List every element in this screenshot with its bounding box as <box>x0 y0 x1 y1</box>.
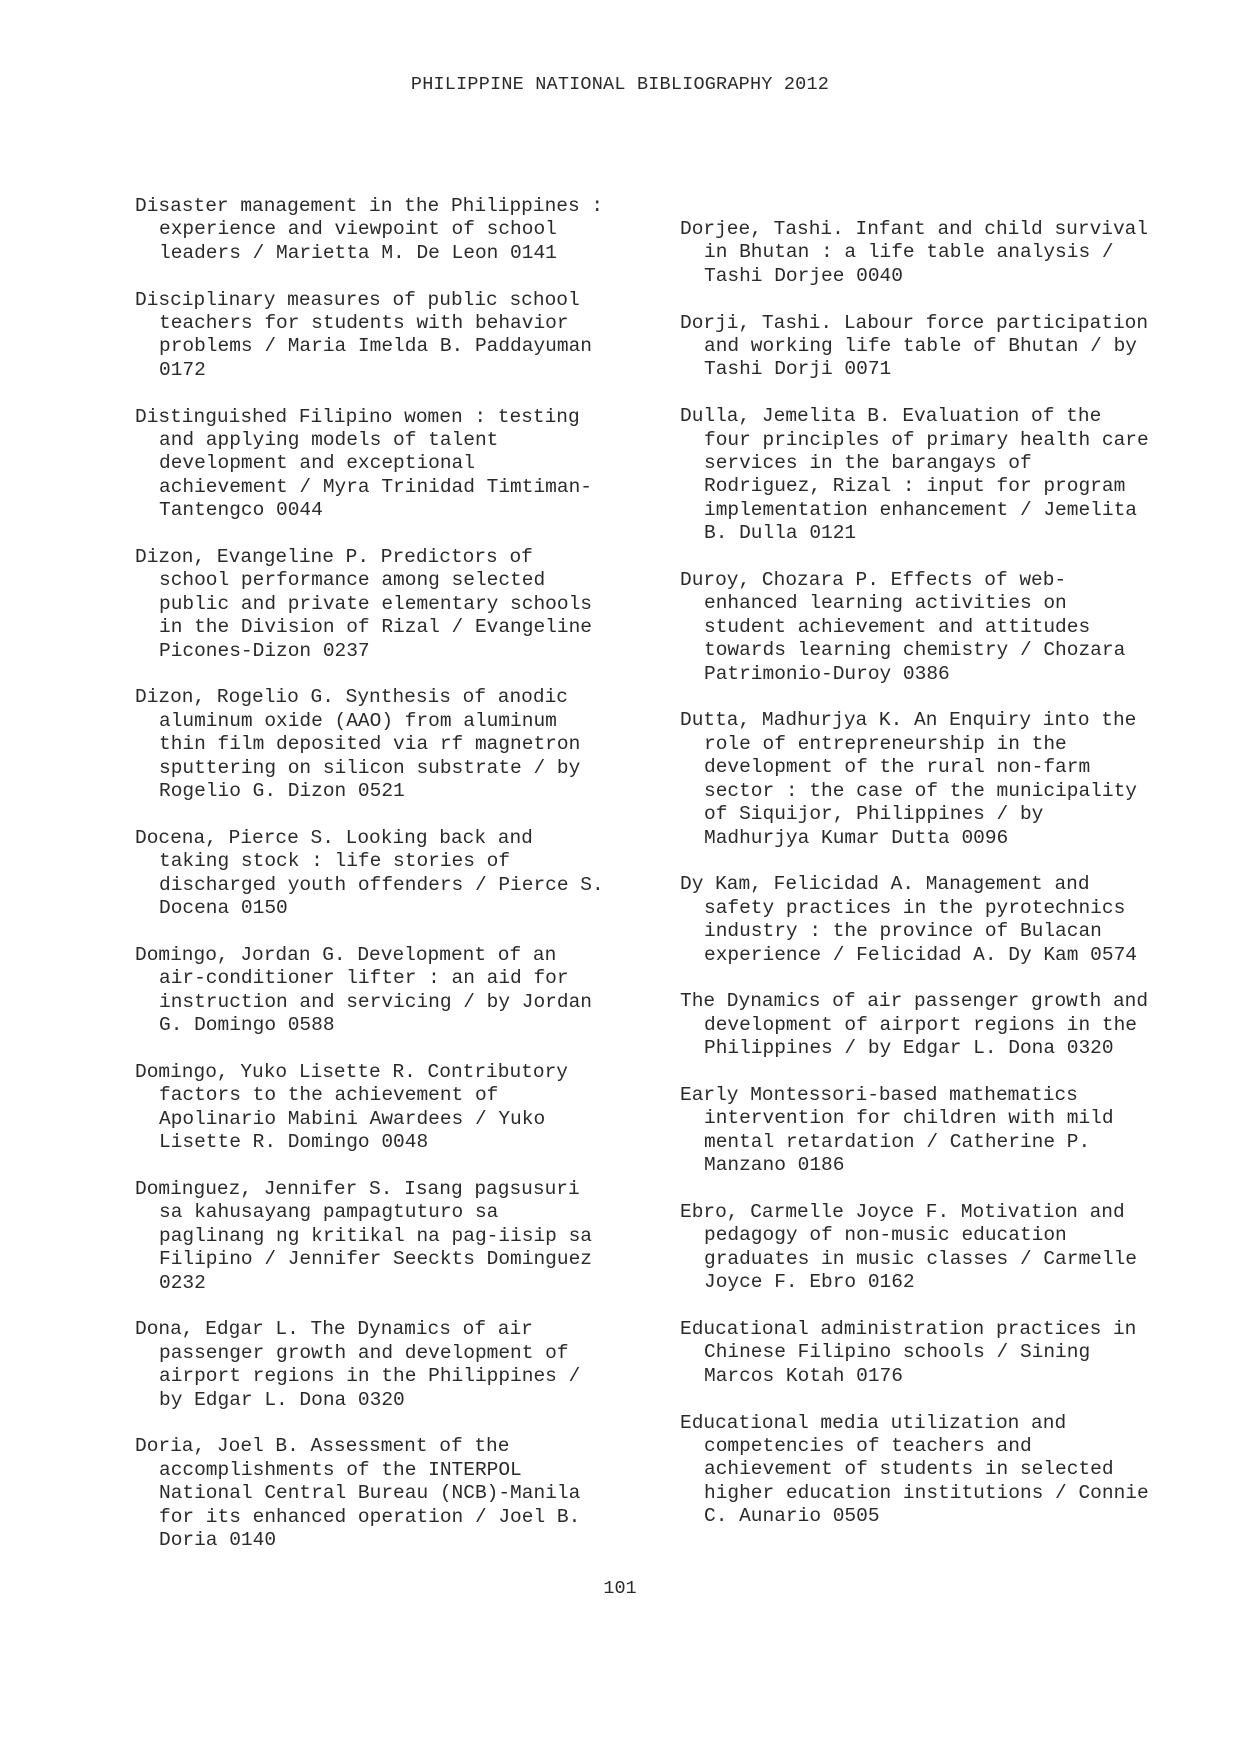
bibliography-entry: Disaster management in the Philippines : experience and viewpoint of school leaders / Marietta M. De Leon 0141 <box>135 195 604 264</box>
bibliography-entry: Doria, Joel B. Assessment of the accomplishments of the INTERPOL National Central Bureau (NCB)-Manila for its enhanced operation / Joel B. Doria 0140 <box>135 1435 581 1551</box>
bibliography-entry: Dorjee, Tashi. Infant and child survival in Bhutan : a life table analysis / Tashi Dorjee 0040 <box>680 218 1149 287</box>
page-header-title: PHILIPPINE NATIONAL BIBLIOGRAPHY 2012 <box>410 74 830 95</box>
bibliography-entry: Educational administration practices in Chinese Filipino schools / Sining Marcos Kotah 0176 <box>680 1317 1137 1387</box>
bibliography-entry: Docena, Pierce S. Looking back and taking stock : life stories of discharged youth offenders / Pierce S. Docena 0150 <box>135 826 604 920</box>
bibliography-entry: Early Montessori-based mathematics intervention for children with mild mental retardation / Catherine P. Manzano 0186 <box>680 1083 1114 1177</box>
bibliography-entry: Dulla, Jemelita B. Evaluation of the four principles of primary health care services in the barangays of Rodriguez, Rizal : input for program implementation enhancement / Jemelita B. Dulla 0121 <box>680 405 1149 545</box>
bibliography-entry: Disciplinary measures of public school teachers for students with behavior problems / Maria Imelda B. Paddayuman 0172 <box>135 288 592 381</box>
page-number: 101 <box>603 1578 637 1599</box>
bibliography-entry: Dona, Edgar L. The Dynamics of air passenger growth and development of airport regions in the Philippines / by Edgar L. Dona 0320 <box>135 1318 581 1411</box>
bibliography-entry: Dorji, Tashi. Labour force participation and working life table of Bhutan / by Tashi Dorji 0071 <box>680 311 1149 381</box>
bibliography-entry: Dizon, Evangeline P. Predictors of school performance among selected public and private elementary schools in the Division of Rizal / Evangeline Picones-Dizon 0237 <box>135 546 592 662</box>
bibliography-entry: Educational media utilization and competencies of teachers and achievement of students in selected higher education institutions / Connie C. Aunario 0505 <box>680 1411 1149 1528</box>
bibliography-entry: Dy Kam, Felicidad A. Management and safety practices in the pyrotechnics industry : the province of Bulacan experience / Felicidad A. Dy Kam 0574 <box>680 873 1137 966</box>
bibliography-entry: Dutta, Madhurjya K. An Enquiry into the role of entrepreneurship in the development of the rural non-farm sector : the case of the municipality of Siquijor, Philippines / by Madhurjya Kumar Dutta 0096 <box>680 709 1137 849</box>
bibliography-entry: Ebro, Carmelle Joyce F. Motivation and pedagogy of non-music education graduates in music classes / Carmelle Joyce F. Ebro 0162 <box>680 1200 1137 1294</box>
bibliography-entry: Distinguished Filipino women : testing and applying models of talent development and exceptional achievement / Myra Trinidad Timtiman- Tantengco 0044 <box>135 405 592 522</box>
right-column <box>680 218 1220 1552</box>
left-column <box>135 195 675 1576</box>
bibliography-entry: Dominguez, Jennifer S. Isang pagsusuri sa kahusayang pampagtuturo sa paglinang ng kritikal na pag-iisip sa Filipino / Jennifer Seeckts Dominguez 0232 <box>135 1177 592 1294</box>
bibliography-entry: Domingo, Jordan G. Development of an air-conditioner lifter : an aid for instruction and servicing / by Jordan G. Domingo 0588 <box>135 943 592 1037</box>
bibliography-entry: Dizon, Rogelio G. Synthesis of anodic aluminum oxide (AAO) from aluminum thin film deposited via rf magnetron sputtering on silicon substrate / by Rogelio G. Dizon 0521 <box>135 686 581 803</box>
bibliography-entry: The Dynamics of air passenger growth and development of airport regions in the Philippines / by Edgar L. Dona 0320 <box>680 990 1149 1060</box>
bibliography-entry: Domingo, Yuko Lisette R. Contributory factors to the achievement of Apolinario Mabini Awardees / Yuko Lisette R. Domingo 0048 <box>135 1060 568 1154</box>
bibliography-entry: Duroy, Chozara P. Effects of web- enhanced learning activities on student achievement and attitudes towards learning chemistry / Chozara Patrimonio-Duroy 0386 <box>680 569 1126 685</box>
